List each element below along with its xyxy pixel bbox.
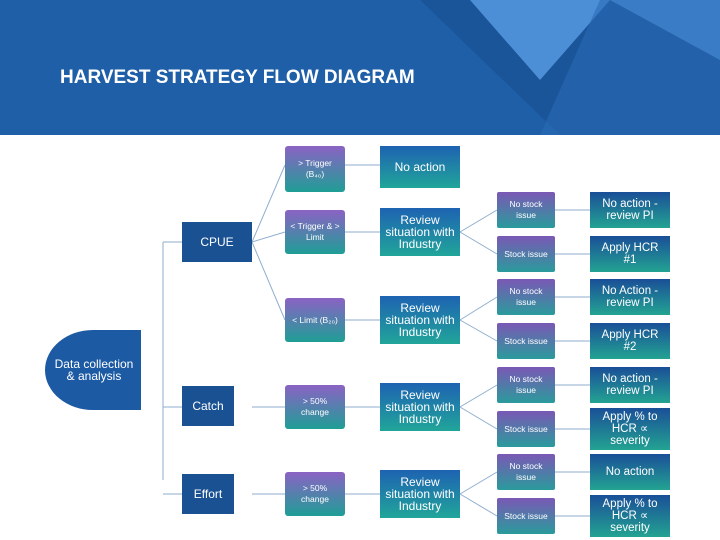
outcome-apply-percent-hcr-2: Apply % to HCR ∝ severity (590, 495, 670, 537)
cpue-node: CPUE (182, 222, 252, 262)
outcome-apply-percent-hcr-1: Apply % to HCR ∝ severity (590, 408, 670, 450)
no-stock-issue-4: No stock issue (497, 454, 555, 490)
condition-between-trigger-limit: < Trigger & > Limit (285, 210, 345, 254)
stock-issue-2: Stock issue (497, 323, 555, 359)
no-stock-issue-3: No stock issue (497, 367, 555, 403)
review-node-2: Review situation with Industry (380, 296, 460, 344)
stock-issue-1: Stock issue (497, 236, 555, 272)
data-collection-node: Data collection & analysis (45, 330, 141, 410)
title-banner (0, 0, 720, 135)
outcome-apply-hcr-1: Apply HCR #1 (590, 236, 670, 272)
review-node-1: Review situation with Industry (380, 208, 460, 256)
effort-node: Effort (182, 474, 234, 514)
catch-node: Catch (182, 386, 234, 426)
review-node-4: Review situation with Industry (380, 470, 460, 518)
outcome-no-action-review-pi-2: No Action - review PI (590, 279, 670, 315)
no-stock-issue-2: No stock issue (497, 279, 555, 315)
stock-issue-4: Stock issue (497, 498, 555, 534)
no-stock-issue-1: No stock issue (497, 192, 555, 228)
stock-issue-3: Stock issue (497, 411, 555, 447)
review-node-3: Review situation with Industry (380, 383, 460, 431)
page-title: HARVEST STRATEGY FLOW DIAGRAM (60, 67, 415, 88)
condition-below-limit: < Limit (B₂₀) (285, 298, 345, 342)
outcome-no-action-review-pi-1: No action - review PI (590, 192, 670, 228)
outcome-no-action-review-pi-3: No action - review PI (590, 367, 670, 403)
no-action-node: No action (380, 146, 460, 188)
outcome-apply-hcr-2: Apply HCR #2 (590, 323, 670, 359)
condition-catch-change: > 50% change (285, 385, 345, 429)
outcome-no-action: No action (590, 454, 670, 490)
condition-effort-change: > 50% change (285, 472, 345, 516)
condition-above-trigger: > Trigger (B₄₀) (285, 146, 345, 192)
